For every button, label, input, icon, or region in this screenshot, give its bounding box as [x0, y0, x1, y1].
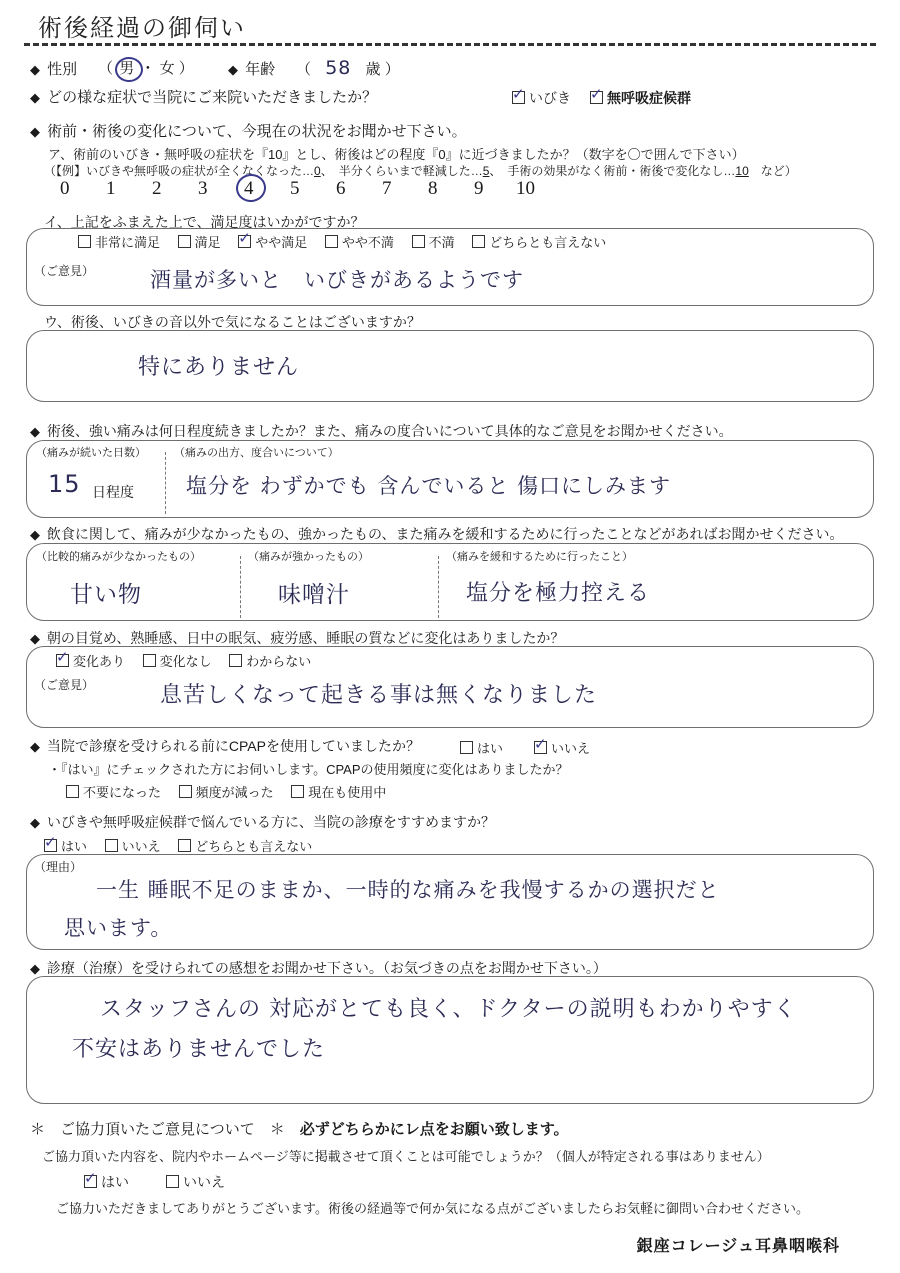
food-col2-value[interactable]: 味噌汁 [278, 582, 350, 608]
checkbox-satisfaction-0[interactable] [78, 235, 91, 248]
checkbox-sleep-0[interactable] [56, 654, 69, 667]
recommend-option-1[interactable] [105, 839, 161, 854]
header-divider [24, 43, 876, 46]
cpap-sub-option-0[interactable] [66, 785, 161, 800]
satisfaction-option-0-label: 非常に満足 [95, 235, 161, 250]
checkbox-satisfaction-1[interactable] [178, 235, 191, 248]
recommend-question-label: ◆ いびきや無呼吸症候群で悩んでいる方に、当院の診療をすすめますか？ [30, 812, 495, 832]
impression-question-label: ◆ 診療（治療）を受けられての感想をお聞かせ下さい。（お気づきの点をお聞かせ下さい。） [30, 958, 607, 978]
checkbox-recommend-0[interactable] [44, 839, 57, 852]
reason-option-apnea-label: 無呼吸症候群 [607, 90, 691, 106]
scale-3[interactable]: 3 [198, 178, 208, 199]
satisfaction-option-5-label: どちらとも言えない [489, 235, 607, 250]
impression-value-line2[interactable]: 不安はありませんでした [72, 1037, 326, 1062]
scale-4[interactable]: 4 [244, 178, 254, 199]
food-col3-value[interactable]: 塩分を極力控える [466, 581, 651, 606]
pain-box-divider [165, 452, 166, 514]
scale-0[interactable]: 0 [60, 178, 70, 199]
recommend-option-0-label: はい [61, 839, 88, 854]
recommend-option-0[interactable] [44, 839, 87, 854]
satisfaction-option-2[interactable] [238, 235, 307, 250]
satisfaction-option-4-label: 不満 [428, 235, 455, 250]
checkbox-satisfaction-2[interactable] [238, 235, 251, 248]
checkbox-cpap-no[interactable] [534, 741, 547, 754]
checkbox-recommend-1[interactable] [105, 839, 118, 852]
sleep-option-1[interactable] [143, 654, 212, 669]
sleep-option-0[interactable] [56, 654, 125, 669]
scale-6[interactable]: 6 [336, 178, 346, 199]
reason-option-snoring-label: いびき [529, 90, 571, 106]
gender-male-option[interactable]: 男 [119, 60, 135, 77]
age-group[interactable] [296, 57, 400, 79]
satisfaction-option-1-label: 満足 [194, 235, 221, 250]
age-label: ◆ 年齢 [228, 58, 275, 79]
age-paren-open: （ [296, 61, 312, 78]
food-question-label: ◆ 飲食に関して、痛みが少なかったもの、強かったもの、また痛みを緩和するために行ったことなどがあればお聞かせください。 [30, 524, 844, 544]
reason-option-snoring[interactable] [512, 88, 571, 108]
pain-days-unit: 日程度 [92, 484, 134, 500]
checkbox-cpap-yes[interactable] [460, 741, 473, 754]
sleep-option-0-label: 変化あり [73, 654, 126, 669]
gender-label: ◆ 性別 [30, 58, 77, 79]
sleep-options[interactable] [56, 651, 325, 670]
checkbox-satisfaction-4[interactable] [412, 235, 425, 248]
food-col3-label: （痛みを緩和するために行ったこと） [446, 551, 633, 563]
cpap-no-label: いいえ [551, 741, 591, 756]
age-unit: 歳 [365, 61, 381, 78]
clinic-name: 銀座コレージュ耳鼻咽喉科 [636, 1238, 840, 1255]
satisfaction-option-1[interactable] [178, 235, 221, 250]
satisfaction-option-0[interactable] [78, 235, 160, 250]
cpap-sub-option-2-label: 現在も使用中 [308, 785, 387, 800]
paren-open: （ [98, 60, 114, 77]
food-col1-label: （比較的痛みが少なかったもの） [36, 551, 201, 563]
sleep-option-1-label: 変化なし [159, 654, 212, 669]
other-concerns-label: ウ、術後、いびきの音以外で気になることはございますか？ [44, 314, 421, 330]
pain-detail-value[interactable]: 塩分を わずかでも 含んでいると 傷口にしみます [186, 474, 672, 498]
sleep-comment-label: （ご意見） [34, 678, 95, 692]
checkbox-sleep-2[interactable] [229, 654, 242, 667]
satisfaction-option-4[interactable] [412, 235, 455, 250]
consent-text: ご協力頂いた内容を、院内やホームページ等に掲載させて頂くことは可能でしょうか？（個人が特定される事はありません） [42, 1149, 770, 1164]
recommend-option-1-label: いいえ [121, 839, 161, 854]
scale-8[interactable]: 8 [428, 178, 438, 199]
checkbox-cpap-sub-0[interactable] [66, 785, 79, 798]
consent-yes-label: はい [101, 1174, 129, 1190]
pain-question-label: ◆ 術後、強い痛みは何日程度続きましたか？また、痛みの度合いについて具体的なご意見をお聞かせください。 [30, 421, 733, 441]
cpap-sub-label: ・『はい』にチェックされた方にお伺いします。CPAPの使用頻度に変化はありましたか？ [48, 762, 569, 777]
gender-female-option[interactable]: 女 [159, 60, 175, 77]
cpap-sub-option-0-label: 不要になった [83, 785, 162, 800]
cpap-question-label: ◆ 当院で診療を受けられる前にCPAPを使用していましたか？ [30, 736, 420, 756]
satisfaction-option-5[interactable] [472, 235, 606, 250]
scale-5[interactable]: 5 [290, 178, 300, 199]
scale-10[interactable]: 10 [516, 178, 535, 199]
cpap-sub-option-1-label: 頻度が減った [195, 785, 274, 800]
satisfaction-option-3[interactable] [325, 235, 394, 250]
recommend-options[interactable] [44, 836, 326, 855]
consent-thanks: ご協力いただきましてありがとうございます。術後の経過等で何か気になる点がございましたらお気軽に御問い合わせください。 [56, 1201, 809, 1216]
checkbox-recommend-2[interactable] [178, 839, 191, 852]
recommend-reason-label: （理由） [34, 860, 83, 874]
satisfaction-comment-label: （ご意見） [34, 264, 95, 278]
page-title: 術後経過の御伺い [38, 15, 246, 42]
cpap-option-no[interactable] [534, 738, 590, 757]
checkbox-consent-yes[interactable] [84, 1175, 97, 1188]
consent-option-yes[interactable] [84, 1172, 129, 1192]
satisfaction-option-3-label: やや不満 [341, 235, 394, 250]
food-col1-value[interactable]: 甘い物 [70, 582, 142, 608]
age-paren-close: ） [384, 61, 400, 78]
scale-2[interactable]: 2 [152, 178, 162, 199]
consent-option-no[interactable] [166, 1172, 225, 1192]
recommend-reason-value-line1[interactable]: 一生 睡眠不足のままか、一時的な痛みを我慢するかの選択だと [96, 878, 720, 902]
sleep-option-2-label: わからない [246, 654, 312, 669]
cpap-option-yes[interactable] [460, 738, 503, 757]
sleep-comment-value[interactable]: 息苦しくなって起きる事は無くなりました [160, 683, 598, 708]
checkbox-satisfaction-3[interactable] [325, 235, 338, 248]
checkbox-apnea[interactable] [590, 91, 603, 104]
checkbox-cpap-sub-1[interactable] [179, 785, 192, 798]
cpap-sub-option-2[interactable] [291, 785, 386, 800]
change-question-label: ◆ 術前・術後の変化について、今現在の状況をお聞かせ下さい。 [30, 120, 467, 141]
pain-detail-sublabel: （痛みの出方、度合いについて） [174, 447, 339, 459]
sleep-question-label: ◆ 朝の目覚め、熟睡感、日中の眠気、疲労感、睡眠の質などに変化はありましたか？ [30, 628, 564, 648]
recommend-option-2[interactable] [178, 839, 312, 854]
sleep-option-2[interactable] [229, 654, 311, 669]
food-divider-2 [438, 556, 439, 618]
food-col2-label: （痛みが強かったもの） [248, 551, 369, 563]
recommend-reason-value-line2[interactable]: 思います。 [64, 916, 173, 940]
checkbox-satisfaction-5[interactable] [472, 235, 485, 248]
satisfaction-comment-value[interactable]: 酒量が多いと いびきがあるようです [150, 268, 524, 292]
impression-value-line1[interactable]: スタッフさんの 対応がとても良く、ドクターの説明もわかりやすく [100, 997, 797, 1022]
pain-days-sublabel: （痛みが続いた日数） [36, 447, 146, 459]
change-a-label: ア、術前のいびき・無呼吸の症状を『10』とし、術後はどの程度『0』に近づきましたか？（数字を〇で囲んで下さい） [48, 147, 745, 162]
consent-no-label: いいえ [183, 1174, 225, 1190]
satisfaction-label: イ、上記をふまえた上で、満足度はいかがですか？ [44, 214, 365, 230]
satisfaction-option-2-label: やや満足 [255, 235, 308, 250]
checkbox-sleep-1[interactable] [143, 654, 156, 667]
food-divider-1 [240, 556, 241, 618]
checkbox-cpap-sub-2[interactable] [291, 785, 304, 798]
recommend-option-2-label: どちらとも言えない [195, 839, 313, 854]
gender-male-circle [115, 57, 143, 82]
checkbox-consent-no[interactable] [166, 1175, 179, 1188]
cpap-sub-option-1[interactable] [179, 785, 274, 800]
gender-group[interactable] [98, 57, 194, 78]
checkbox-snoring[interactable] [512, 91, 525, 104]
scale-9[interactable]: 9 [474, 178, 484, 199]
scale-7[interactable]: 7 [382, 178, 392, 199]
cpap-sub-options[interactable] [66, 782, 400, 801]
scale-1[interactable]: 1 [106, 178, 116, 199]
reason-question-label: ◆ どの様な症状で当院にご来院いただきましたか？ [30, 86, 377, 107]
pain-days-value[interactable]: 15 [48, 470, 81, 498]
cpap-yes-label: はい [477, 741, 504, 756]
other-concerns-value[interactable]: 特にありません [138, 355, 300, 380]
paren-close: ） [178, 60, 194, 77]
change-a-example: （【例】いびきや無呼吸の症状が全くなくなった…0、 半分くらいまで軽減した…5、 手術の効果がなく術前・術後で変化なし…10 など） [44, 164, 797, 178]
reason-option-apnea[interactable] [590, 88, 691, 108]
consent-heading: ＊ ご協力頂いたご意見について ＊ 必ずどちらかにレ点をお願い致します。 [30, 1121, 569, 1138]
age-value[interactable]: 58 [325, 57, 352, 79]
gender-separator: ・ [140, 60, 156, 77]
consent-heading-bold: 必ずどちらかにレ点をお願い致します。 [299, 1121, 569, 1138]
satisfaction-options[interactable] [78, 232, 620, 251]
